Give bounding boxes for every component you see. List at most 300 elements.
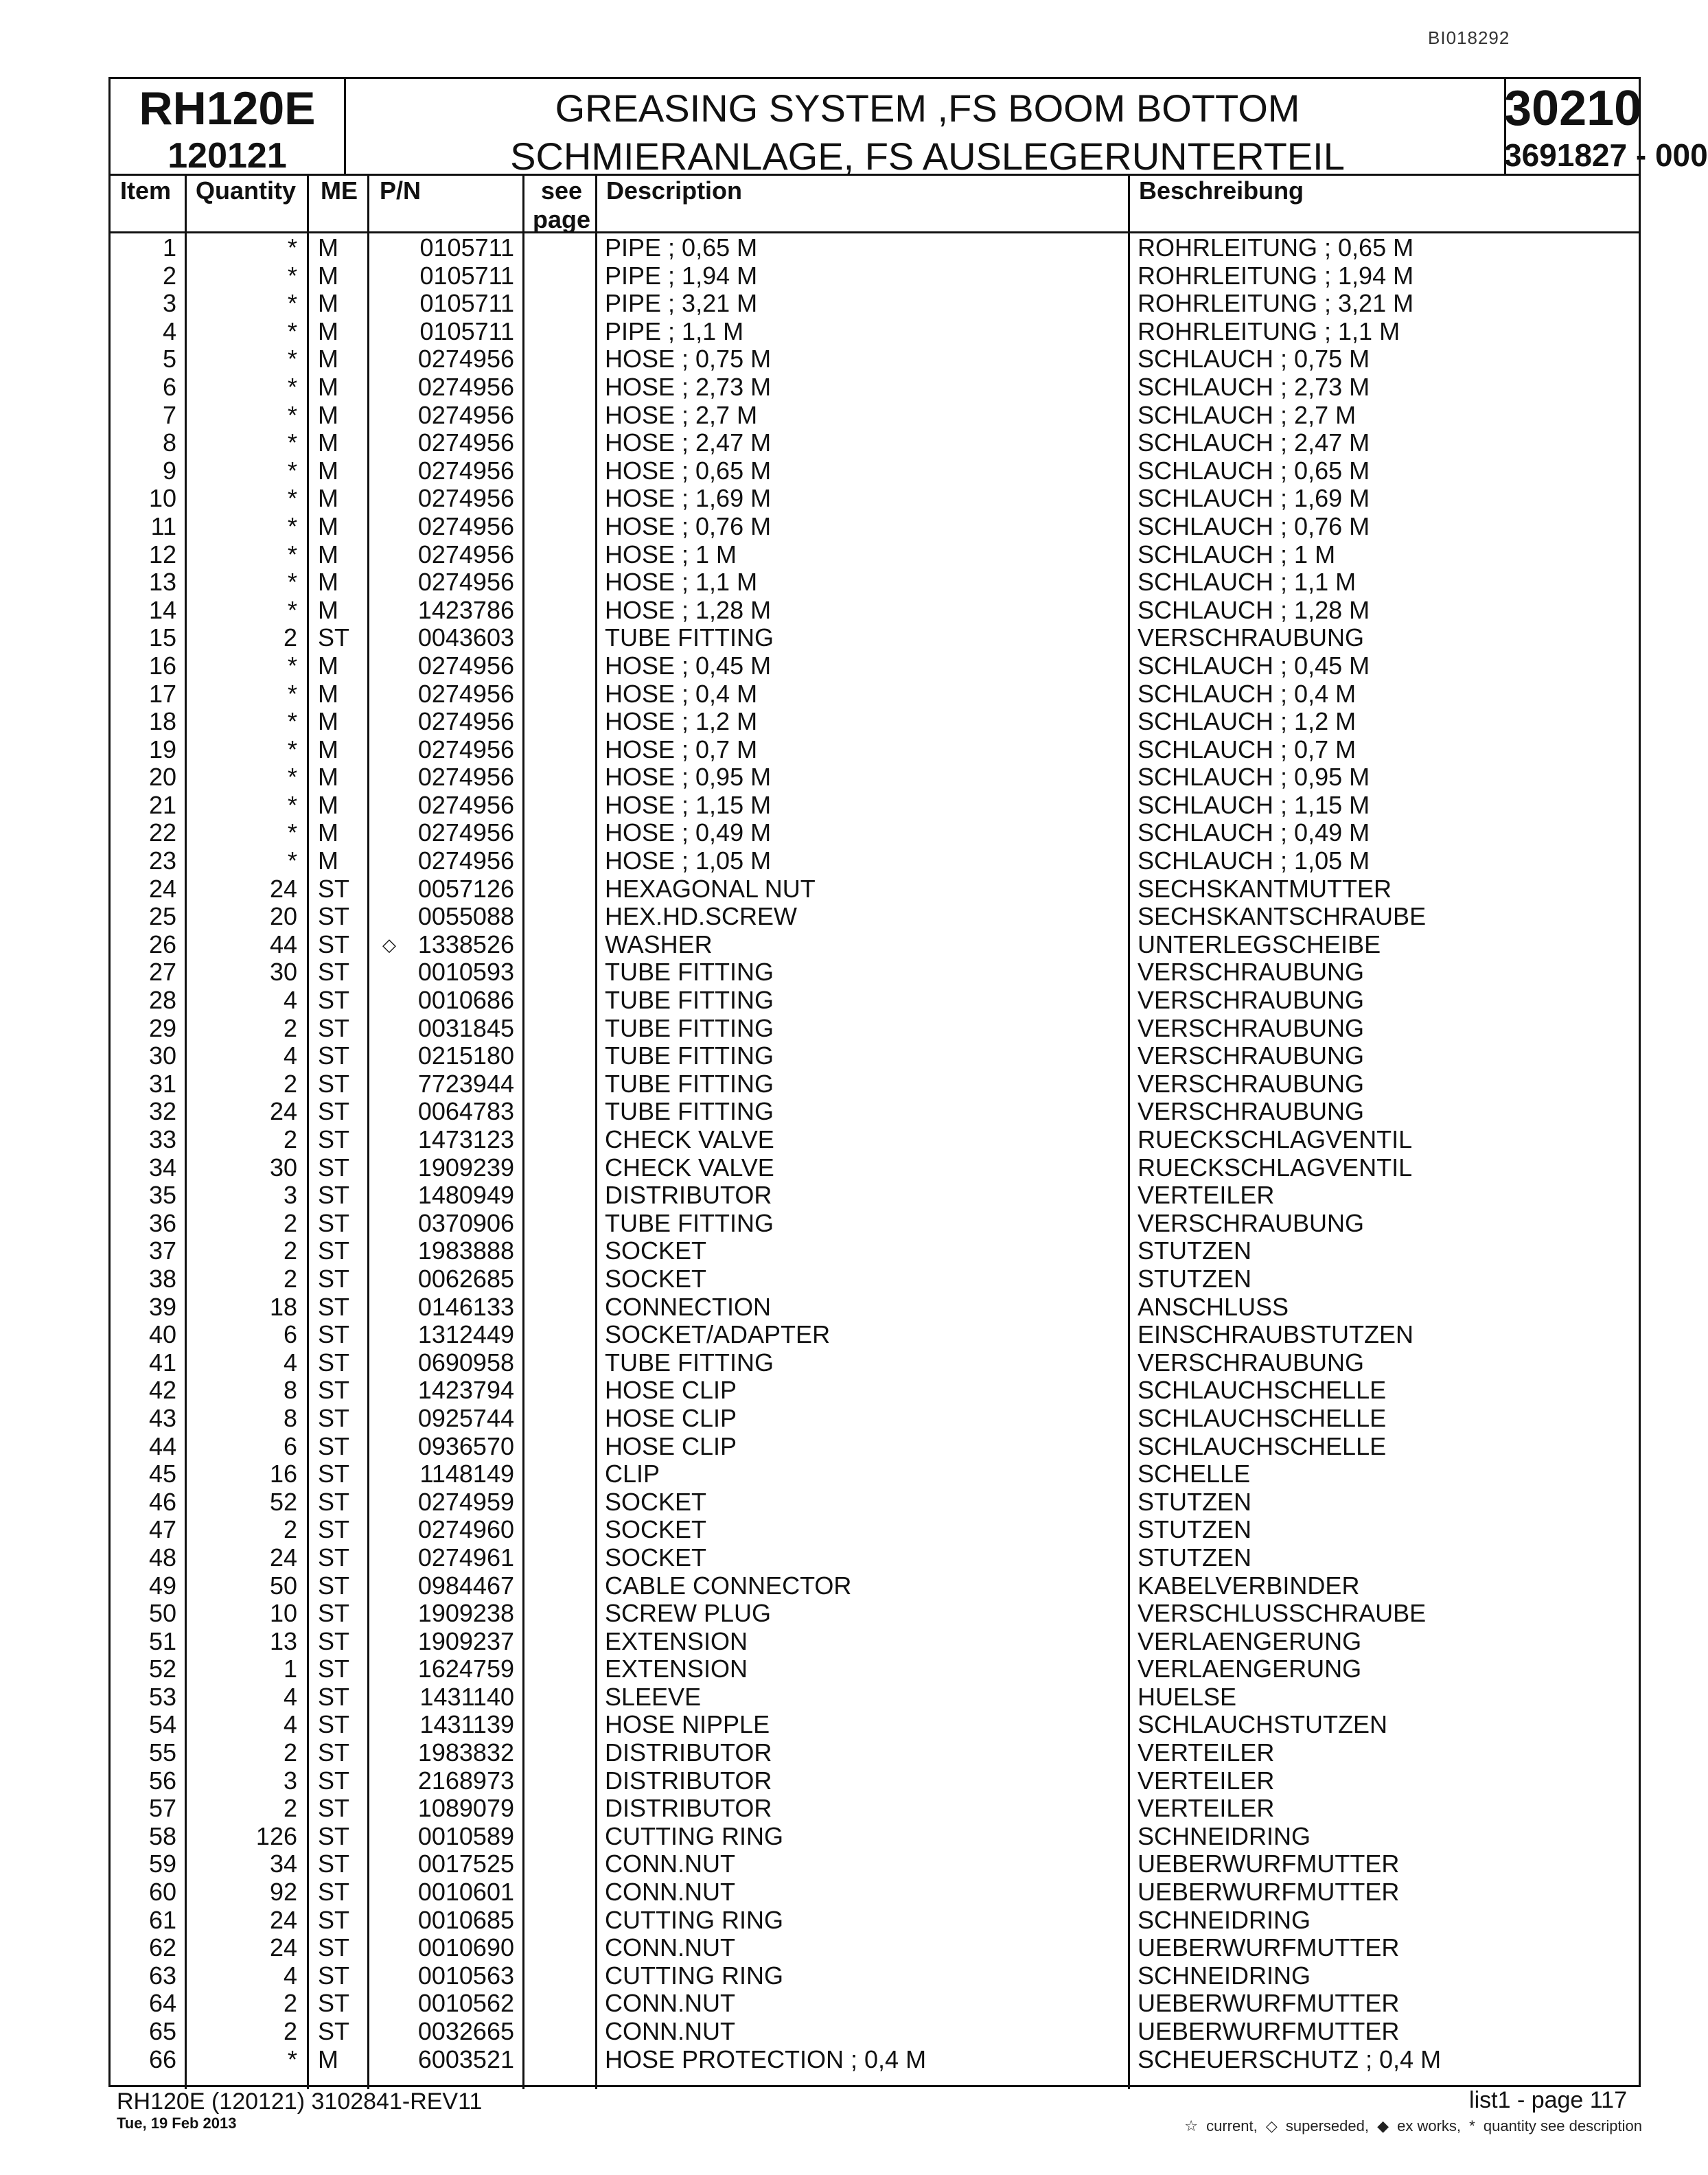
cell-beschreibung: SCHLAUCHSTUTZEN: [1138, 1710, 1388, 1739]
cell-item-number: 44: [148, 1431, 176, 1460]
cell-quantity: 2: [283, 1264, 297, 1293]
cell-part-number: 7723944: [417, 1069, 514, 1098]
cell-quantity: 30: [269, 958, 297, 987]
cell-beschreibung: SCHELLE: [1138, 1460, 1251, 1488]
cell-item-number: 17: [148, 679, 176, 708]
cell-item-number: 37: [148, 1236, 176, 1265]
cell-description: HOSE NIPPLE: [605, 1710, 770, 1739]
table-row: [111, 318, 1639, 346]
cell-quantity: *: [287, 511, 297, 540]
cell-part-number: 1909239: [417, 1153, 514, 1182]
cell-beschreibung: SCHLAUCH ; 0,45 M: [1138, 651, 1370, 680]
cell-part-number: 0984467: [417, 1571, 514, 1600]
cell-item-number: 32: [148, 1097, 176, 1126]
cell-description: TUBE FITTING: [605, 1042, 774, 1070]
table-row: [111, 1655, 1639, 1683]
cell-unit: ST: [318, 1878, 350, 1907]
cell-quantity: *: [287, 345, 297, 373]
cell-beschreibung: VERSCHRAUBUNG: [1138, 1348, 1365, 1377]
cell-part-number: 0057126: [417, 874, 514, 903]
cell-description: DISTRIBUTOR: [605, 1766, 772, 1795]
cell-description: PIPE ; 1,94 M: [605, 261, 758, 290]
cell-part-number: 1431140: [419, 1682, 514, 1711]
cell-description: CONN.NUT: [605, 2017, 735, 2045]
table-row: [111, 1015, 1639, 1043]
cell-beschreibung: SCHNEIDRING: [1138, 1961, 1311, 1990]
table-row: [111, 513, 1639, 541]
cell-item-number: 36: [148, 1208, 176, 1237]
cell-quantity: 2: [283, 1738, 297, 1767]
cell-part-number: 2168973: [417, 1766, 514, 1795]
cell-unit: ST: [318, 1069, 350, 1098]
cell-item-number: 56: [148, 1766, 176, 1795]
cell-beschreibung: SCHLAUCH ; 1,69 M: [1138, 484, 1370, 513]
table-row: [111, 1321, 1639, 1349]
cell-description: SCREW PLUG: [605, 1599, 772, 1628]
cell-quantity: 3: [283, 1181, 297, 1210]
cell-unit: ST: [318, 1515, 350, 1544]
cell-unit: M: [318, 428, 338, 457]
cell-quantity: 10: [269, 1599, 297, 1628]
cell-part-number: 0010601: [417, 1878, 514, 1907]
cell-item-number: 11: [150, 511, 176, 540]
table-row: [111, 345, 1639, 373]
parts-table-body: [111, 234, 1639, 2073]
cell-beschreibung: EINSCHRAUBSTUTZEN: [1138, 1320, 1414, 1349]
table-row: [111, 847, 1639, 875]
cell-beschreibung: SCHLAUCH ; 1,15 M: [1138, 790, 1370, 819]
cell-item-number: 23: [148, 847, 176, 875]
cell-unit: M: [318, 511, 338, 540]
table-row: [111, 1962, 1639, 1990]
table-row: [111, 1795, 1639, 1823]
cell-beschreibung: UEBERWURFMUTTER: [1138, 1878, 1400, 1907]
table-row: [111, 568, 1639, 597]
cell-unit: ST: [318, 1348, 350, 1377]
cell-description: HOSE ; 0,95 M: [605, 763, 772, 792]
legend-current: current,: [1206, 2117, 1258, 2134]
cell-item-number: 34: [148, 1153, 176, 1182]
cell-beschreibung: SCHLAUCH ; 0,65 M: [1138, 456, 1370, 485]
cell-part-number: 0274956: [417, 400, 514, 429]
cell-description: HOSE ; 2,73 M: [605, 372, 772, 401]
column-header-item: Item: [120, 176, 172, 205]
cell-item-number: 39: [148, 1292, 176, 1321]
cell-part-number: 0105711: [419, 233, 514, 262]
cell-beschreibung: VERLAENGERUNG: [1138, 1626, 1362, 1655]
cell-item-number: 16: [148, 651, 176, 680]
cell-part-number: 0032665: [417, 2017, 514, 2045]
table-row: [111, 597, 1639, 625]
cell-unit: ST: [318, 1655, 350, 1683]
cell-beschreibung: SCHLAUCH ; 1,05 M: [1138, 847, 1370, 875]
cell-quantity: 3: [283, 1766, 297, 1795]
footer-document-reference: RH120E (120121) 3102841-REV11: [117, 2088, 483, 2115]
cell-quantity: 4: [283, 1710, 297, 1739]
table-row: [111, 1433, 1639, 1461]
cell-item-number: 43: [148, 1403, 176, 1432]
table-row: [111, 1237, 1639, 1265]
cell-unit: ST: [318, 1543, 350, 1572]
cell-unit: ST: [318, 1933, 350, 1962]
cell-item-number: 47: [148, 1515, 176, 1544]
cell-beschreibung: UEBERWURFMUTTER: [1138, 1989, 1400, 2018]
cell-quantity: *: [287, 2045, 297, 2073]
cell-description: SOCKET: [605, 1487, 707, 1516]
title-german: SCHMIERANLAGE, FS AUSLEGERUNTERTEIL: [510, 135, 1345, 178]
cell-description: HEXAGONAL NUT: [605, 874, 816, 903]
cell-beschreibung: SCHNEIDRING: [1138, 1821, 1311, 1850]
cell-part-number: 0274956: [417, 679, 514, 708]
cell-beschreibung: VERLAENGERUNG: [1138, 1655, 1362, 1683]
cell-beschreibung: SECHSKANTSCHRAUBE: [1138, 902, 1427, 931]
cell-quantity: 24: [269, 1543, 297, 1572]
cell-description: HOSE ; 0,76 M: [605, 511, 772, 540]
cell-item-number: 35: [148, 1181, 176, 1210]
cell-part-number: 1624759: [417, 1655, 514, 1683]
cell-quantity: 34: [269, 1850, 297, 1878]
cell-beschreibung: UNTERLEGSCHEIBE: [1138, 930, 1381, 958]
table-row: [111, 736, 1639, 764]
diamond-filled-icon: ◆: [1377, 2117, 1389, 2134]
cell-item-number: 53: [148, 1682, 176, 1711]
cell-description: HOSE PROTECTION ; 0,4 M: [605, 2045, 927, 2073]
assembly-part-number: 3691827 - 000: [1504, 137, 1708, 173]
cell-description: CHECK VALVE: [605, 1153, 774, 1182]
cell-unit: ST: [318, 1626, 350, 1655]
cell-quantity: *: [287, 317, 297, 345]
cell-beschreibung: VERSCHRAUBUNG: [1138, 1013, 1365, 1042]
cell-item-number: 63: [148, 1961, 176, 1990]
cell-part-number: 0010562: [417, 1989, 514, 2018]
header-rule: [111, 174, 1639, 176]
cell-description: TUBE FITTING: [605, 958, 774, 987]
cell-beschreibung: SCHLAUCHSCHELLE: [1138, 1376, 1387, 1405]
title-english: GREASING SYSTEM ,FS BOOM BOTTOM: [555, 87, 1300, 130]
cell-description: CLIP: [605, 1460, 660, 1488]
cell-description: HOSE ; 0,4 M: [605, 679, 758, 708]
cell-item-number: 59: [148, 1850, 176, 1878]
cell-description: TUBE FITTING: [605, 1208, 774, 1237]
cell-quantity: 4: [283, 1348, 297, 1377]
cell-part-number: 0105711: [419, 261, 514, 290]
column-header-me: ME: [321, 176, 358, 205]
cell-part-number: 0055088: [417, 902, 514, 931]
cell-description: HOSE ; 1,28 M: [605, 595, 772, 624]
cell-unit: ST: [318, 1599, 350, 1628]
table-row: [111, 1349, 1639, 1377]
cell-quantity: 2: [283, 1236, 297, 1265]
cell-quantity: 2: [283, 2017, 297, 2045]
cell-part-number: 0274956: [417, 568, 514, 597]
cell-item-number: 38: [148, 1264, 176, 1293]
cell-part-number: 0274956: [417, 511, 514, 540]
cell-unit: ST: [318, 958, 350, 987]
cell-part-number: 1423786: [417, 595, 514, 624]
cell-unit: M: [318, 679, 338, 708]
cell-quantity: 2: [283, 1069, 297, 1098]
column-header-description: Description: [606, 176, 743, 205]
header-divider: [1504, 79, 1506, 175]
cell-part-number: 0274956: [417, 540, 514, 568]
cell-part-number: 0031845: [417, 1013, 514, 1042]
table-row: [111, 1154, 1639, 1182]
cell-item-number: 4: [162, 317, 176, 345]
cell-item-number: 40: [148, 1320, 176, 1349]
table-row: [111, 1042, 1639, 1070]
cell-unit: ST: [318, 1376, 350, 1405]
table-row: [111, 1628, 1639, 1656]
column-header-see-page: see page: [532, 176, 591, 233]
table-row: [111, 1683, 1639, 1712]
cell-item-number: 19: [148, 735, 176, 763]
cell-description: DISTRIBUTOR: [605, 1738, 772, 1767]
cell-unit: M: [318, 818, 338, 847]
cell-description: DISTRIBUTOR: [605, 1794, 772, 1823]
cell-unit: M: [318, 456, 338, 485]
cell-part-number: 0010593: [417, 958, 514, 987]
table-row: [111, 1377, 1639, 1405]
cell-part-number: 0274956: [417, 847, 514, 875]
cell-description: TUBE FITTING: [605, 1069, 774, 1098]
cell-beschreibung: ROHRLEITUNG ; 0,65 M: [1138, 233, 1414, 262]
cell-unit: M: [318, 847, 338, 875]
cell-beschreibung: VERSCHRAUBUNG: [1138, 1069, 1365, 1098]
cell-description: CONN.NUT: [605, 1933, 735, 1962]
cell-unit: M: [318, 568, 338, 597]
cell-description: CUTTING RING: [605, 1961, 783, 1990]
cell-quantity: 92: [269, 1878, 297, 1907]
cell-part-number: 1480949: [417, 1181, 514, 1210]
cell-quantity: *: [287, 763, 297, 792]
cell-description: HOSE ; 1 M: [605, 540, 737, 568]
cell-part-number: 1473123: [417, 1125, 514, 1153]
cell-beschreibung: SCHLAUCH ; 2,7 M: [1138, 400, 1357, 429]
cell-description: HOSE ; 0,75 M: [605, 345, 772, 373]
cell-quantity: 2: [283, 1989, 297, 2018]
cell-item-number: 60: [148, 1878, 176, 1907]
cell-part-number: 0064783: [417, 1097, 514, 1126]
cell-beschreibung: RUECKSCHLAGVENTIL: [1138, 1153, 1413, 1182]
cell-unit: M: [318, 707, 338, 736]
cell-item-number: 57: [148, 1794, 176, 1823]
cell-item-number: 3: [162, 289, 176, 318]
table-row: [111, 1878, 1639, 1907]
table-row: [111, 680, 1639, 709]
cell-quantity: 24: [269, 1933, 297, 1962]
table-row: [111, 429, 1639, 457]
cell-quantity: 2: [283, 623, 297, 652]
cell-item-number: 8: [162, 428, 176, 457]
table-row: [111, 652, 1639, 680]
table-row: [111, 290, 1639, 318]
cell-item-number: 62: [148, 1933, 176, 1962]
cell-description: EXTENSION: [605, 1626, 748, 1655]
cell-beschreibung: HUELSE: [1138, 1682, 1237, 1711]
cell-unit: ST: [318, 1181, 350, 1210]
cell-description: CUTTING RING: [605, 1821, 783, 1850]
cell-item-number: 61: [148, 1905, 176, 1934]
cell-item-number: 18: [148, 707, 176, 736]
cell-description: CONN.NUT: [605, 1989, 735, 2018]
cell-unit: ST: [318, 1320, 350, 1349]
cell-unit: ST: [318, 1766, 350, 1795]
cell-unit: M: [318, 372, 338, 401]
cell-part-number: 0010690: [417, 1933, 514, 1962]
cell-unit: ST: [318, 1710, 350, 1739]
cell-description: HOSE ; 0,7 M: [605, 735, 758, 763]
cell-part-number: 0017525: [417, 1850, 514, 1878]
cell-part-number: 0274959: [417, 1487, 514, 1516]
cell-item-number: 33: [148, 1125, 176, 1153]
cell-part-number: 0274956: [417, 484, 514, 513]
cell-description: SOCKET/ADAPTER: [605, 1320, 831, 1349]
cell-unit: ST: [318, 1961, 350, 1990]
cell-part-number: 1983832: [417, 1738, 514, 1767]
cell-beschreibung: UEBERWURFMUTTER: [1138, 1850, 1400, 1878]
cell-item-number: 52: [148, 1655, 176, 1683]
cell-description: TUBE FITTING: [605, 986, 774, 1015]
cell-description: HOSE CLIP: [605, 1431, 737, 1460]
cell-item-number: 42: [148, 1376, 176, 1405]
cell-quantity: *: [287, 595, 297, 624]
legend-quantity-note: quantity see description: [1483, 2117, 1642, 2134]
column-header-pn: P/N: [380, 176, 422, 205]
table-row: [111, 819, 1639, 847]
cell-item-number: 9: [162, 456, 176, 485]
cell-status-symbol: ◇: [382, 934, 396, 955]
cell-item-number: 29: [148, 1013, 176, 1042]
cell-beschreibung: VERSCHRAUBUNG: [1138, 1042, 1365, 1070]
cell-description: HOSE ; 0,49 M: [605, 818, 772, 847]
cell-item-number: 51: [148, 1626, 176, 1655]
table-row: [111, 1990, 1639, 2018]
cell-item-number: 66: [148, 2045, 176, 2073]
cell-unit: M: [318, 540, 338, 568]
cell-beschreibung: SCHLAUCH ; 1 M: [1138, 540, 1336, 568]
legend-superseded: superseded,: [1285, 2117, 1369, 2134]
cell-item-number: 41: [148, 1348, 176, 1377]
cell-quantity: *: [287, 289, 297, 318]
cell-quantity: 24: [269, 1097, 297, 1126]
cell-beschreibung: SCHLAUCH ; 0,49 M: [1138, 818, 1370, 847]
cell-beschreibung: SCHLAUCH ; 1,2 M: [1138, 707, 1357, 736]
table-row: [111, 624, 1639, 652]
cell-quantity: 4: [283, 1042, 297, 1070]
cell-beschreibung: KABELVERBINDER: [1138, 1571, 1360, 1600]
cell-quantity: *: [287, 484, 297, 513]
cell-quantity: *: [287, 847, 297, 875]
cell-item-number: 7: [162, 400, 176, 429]
cell-quantity: *: [287, 790, 297, 819]
cell-beschreibung: VERSCHRAUBUNG: [1138, 1097, 1365, 1126]
cell-unit: M: [318, 651, 338, 680]
cell-item-number: 28: [148, 986, 176, 1015]
cell-description: HOSE ; 1,15 M: [605, 790, 772, 819]
table-row: [111, 1516, 1639, 1544]
cell-quantity: *: [287, 818, 297, 847]
cell-unit: ST: [318, 1738, 350, 1767]
cell-beschreibung: SCHLAUCH ; 1,1 M: [1138, 568, 1357, 597]
table-row: [111, 1823, 1639, 1851]
table-row: [111, 541, 1639, 569]
cell-quantity: 13: [269, 1626, 297, 1655]
cell-item-number: 6: [162, 372, 176, 401]
cell-item-number: 26: [148, 930, 176, 958]
footer-date: Tue, 19 Feb 2013: [117, 2115, 237, 2132]
cell-quantity: 18: [269, 1292, 297, 1321]
cell-beschreibung: ROHRLEITUNG ; 3,21 M: [1138, 289, 1414, 318]
cell-part-number: 0062685: [417, 1264, 514, 1293]
cell-unit: ST: [318, 1794, 350, 1823]
cell-beschreibung: SCHEUERSCHUTZ ; 0,4 M: [1138, 2045, 1442, 2073]
cell-item-number: 14: [148, 595, 176, 624]
cell-quantity: 6: [283, 1320, 297, 1349]
table-row: [111, 1460, 1639, 1488]
cell-description: HOSE ; 2,7 M: [605, 400, 758, 429]
cell-quantity: *: [287, 651, 297, 680]
cell-unit: ST: [318, 1905, 350, 1934]
cell-beschreibung: SCHLAUCH ; 1,28 M: [1138, 595, 1370, 624]
cell-part-number: 0370906: [417, 1208, 514, 1237]
cell-description: SOCKET: [605, 1264, 707, 1293]
cell-quantity: *: [287, 372, 297, 401]
cell-unit: ST: [318, 1989, 350, 2018]
cell-quantity: 4: [283, 1682, 297, 1711]
cell-item-number: 55: [148, 1738, 176, 1767]
cell-part-number: 1148149: [419, 1460, 514, 1488]
cell-part-number: 1909238: [417, 1599, 514, 1628]
cell-description: HOSE ; 1,2 M: [605, 707, 758, 736]
cell-part-number: 0010685: [417, 1905, 514, 1934]
diamond-outline-icon: ◇: [1265, 2117, 1278, 2134]
cell-unit: ST: [318, 874, 350, 903]
table-row: [111, 792, 1639, 820]
table-row: [111, 1850, 1639, 1878]
cell-description: HOSE CLIP: [605, 1376, 737, 1405]
cell-quantity: *: [287, 679, 297, 708]
cell-part-number: 1312449: [417, 1320, 514, 1349]
cell-quantity: 24: [269, 1905, 297, 1934]
cell-description: HOSE ; 1,1 M: [605, 568, 758, 597]
cell-beschreibung: VERTEILER: [1138, 1766, 1275, 1795]
cell-quantity: 126: [255, 1821, 297, 1850]
cell-unit: ST: [318, 1403, 350, 1432]
cell-unit: ST: [318, 1431, 350, 1460]
cell-unit: M: [318, 233, 338, 262]
cell-description: CUTTING RING: [605, 1905, 783, 1934]
cell-description: HOSE CLIP: [605, 1403, 737, 1432]
cell-unit: M: [318, 763, 338, 792]
cell-item-number: 50: [148, 1599, 176, 1628]
cell-unit: M: [318, 289, 338, 318]
cell-quantity: *: [287, 735, 297, 763]
cell-beschreibung: ROHRLEITUNG ; 1,1 M: [1138, 317, 1400, 345]
cell-unit: M: [318, 400, 338, 429]
cell-part-number: 0274956: [417, 651, 514, 680]
cell-beschreibung: VERSCHRAUBUNG: [1138, 986, 1365, 1015]
cell-description: WASHER: [605, 930, 713, 958]
cell-item-number: 49: [148, 1571, 176, 1600]
cell-description: SLEEVE: [605, 1682, 702, 1711]
cell-description: TUBE FITTING: [605, 1348, 774, 1377]
cell-item-number: 22: [148, 818, 176, 847]
legend-quantity-mark: *: [1469, 2117, 1475, 2134]
table-row: [111, 1210, 1639, 1238]
cell-description: CONNECTION: [605, 1292, 771, 1321]
table-row: [111, 1907, 1639, 1935]
table-row: [111, 262, 1639, 290]
